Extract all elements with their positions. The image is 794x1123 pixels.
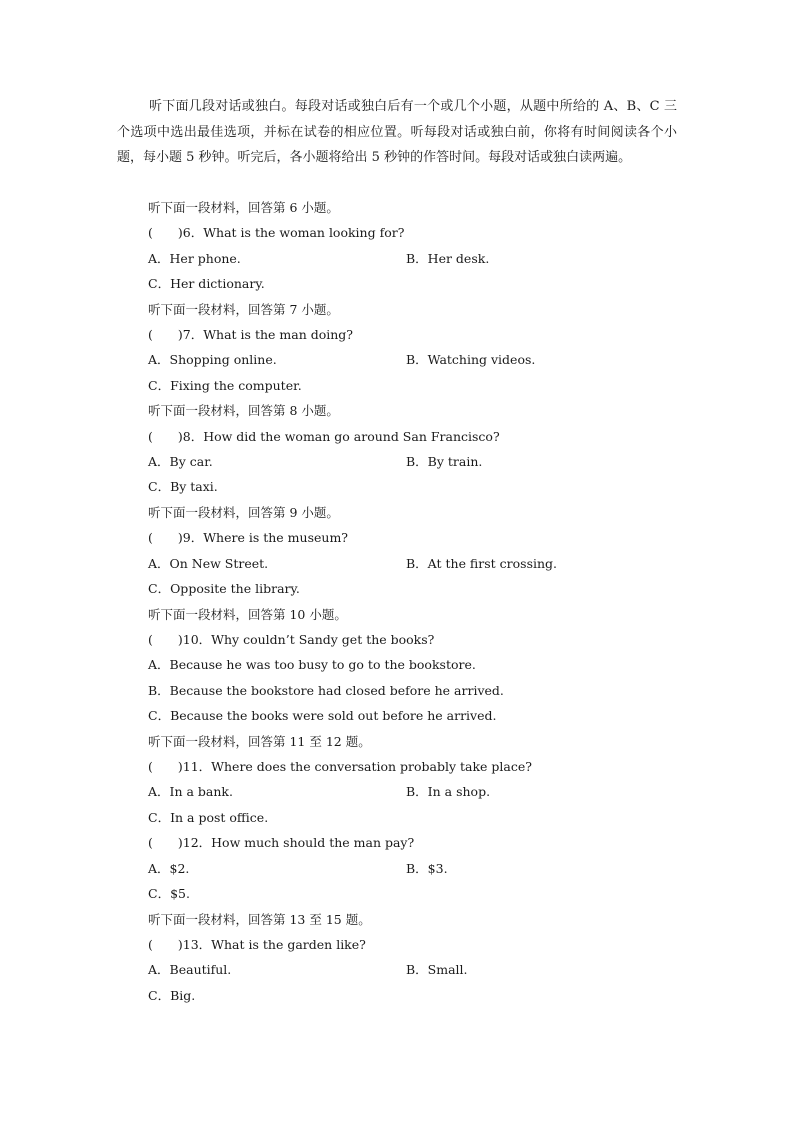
section-instruction: 听下面一段材料，回答第 13 至 15 题。 xyxy=(148,912,371,927)
question-stem-9: ( )9．Where is the museum? xyxy=(148,530,349,545)
section-instruction: 听下面一段材料，回答第 8 小题。 xyxy=(148,403,339,418)
option-7c: C．Fixing the computer. xyxy=(148,378,302,393)
option-13a: A．Beautiful. xyxy=(148,962,232,977)
question-stem-10: ( )10．Why couldn’t Sandy get the books? xyxy=(148,632,435,647)
section-instruction: 听下面一段材料，回答第 9 小题。 xyxy=(148,505,339,520)
question-stem-12: ( )12．How much should the man pay? xyxy=(148,835,415,850)
option-11b: B．In a shop. xyxy=(406,784,491,799)
question-stem-13: ( )13．What is the garden like? xyxy=(148,937,366,952)
option-11c: C．In a post office. xyxy=(148,810,269,825)
question-stem-11: ( )11．Where does the conversation probably take place? xyxy=(148,759,532,774)
question-stem-7: ( )7．What is the man doing? xyxy=(148,327,353,342)
option-7a: A．Shopping online. xyxy=(148,352,277,367)
option-10c: C．Because the books were sold out before he arrived. xyxy=(148,708,497,723)
option-10b: B．Because the bookstore had closed before he arrived. xyxy=(148,683,504,698)
option-7b: B．Watching videos. xyxy=(406,352,536,367)
option-8b: B．By train. xyxy=(406,454,483,469)
option-10a: A．Because he was too busy to go to the bookstore. xyxy=(148,657,476,672)
option-9a: A．On New Street. xyxy=(148,556,269,571)
option-9b: B．At the first crossing. xyxy=(406,556,558,571)
option-12a: A．$2. xyxy=(148,861,190,876)
option-6a: A．Her phone. xyxy=(148,251,241,266)
option-13c: C．Big. xyxy=(148,988,196,1003)
section-instruction: 听下面一段材料，回答第 6 小题。 xyxy=(148,200,339,215)
option-9c: C．Opposite the library. xyxy=(148,581,300,596)
option-12c: C．$5. xyxy=(148,886,190,901)
question-stem-6: ( )6．What is the woman looking for? xyxy=(148,225,405,240)
section-instruction: 听下面一段材料，回答第 11 至 12 题。 xyxy=(148,734,371,749)
option-6b: B．Her desk. xyxy=(406,251,490,266)
section-instruction: 听下面一段材料，回答第 7 小题。 xyxy=(148,302,339,317)
option-11a: A．In a bank. xyxy=(148,784,233,799)
option-8a: A．By car. xyxy=(148,454,213,469)
option-6c: C．Her dictionary. xyxy=(148,276,265,291)
option-13b: B．Small. xyxy=(406,962,468,977)
option-8c: C．By taxi. xyxy=(148,479,218,494)
question-stem-8: ( )8．How did the woman go around San Francisco? xyxy=(148,429,500,444)
section-directions: 听下面几段对话或独白。每段对话或独白后有一个或几个小题，从题中所给的 A、B、C 三个选项中选出最佳选项，并标在试卷的相应位置。听每段对话或独白前，你将有时间阅读各个小题，每小题 5 秒钟。听完后，各小题将给出 5 秒钟的作答时间。每段对话或独白读两遍。 xyxy=(117,99,677,165)
section-instruction: 听下面一段材料，回答第 10 小题。 xyxy=(148,607,347,622)
option-12b: B．$3. xyxy=(406,861,448,876)
